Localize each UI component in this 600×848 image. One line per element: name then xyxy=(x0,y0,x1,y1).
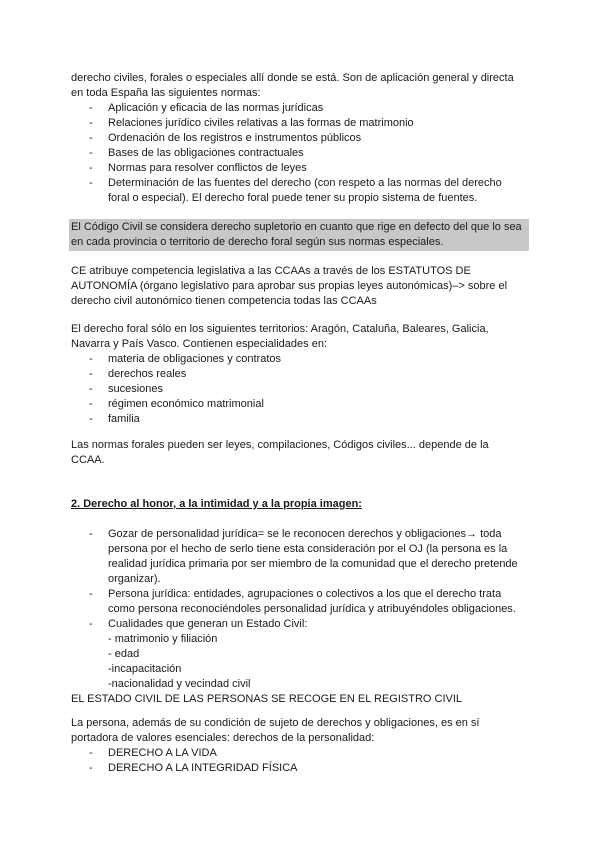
list-item: - sucesiones xyxy=(89,383,164,395)
list-item: - régimen económico matrimonial xyxy=(89,398,264,410)
persona-line-1: La persona, además de su condición de sujeto de derechos y obligaciones, es en sí xyxy=(71,717,480,729)
list-item: - materia de obligaciones y contratos xyxy=(89,353,282,365)
list-item: - Aplicación y eficacia de las normas jurídicas xyxy=(89,102,324,114)
normas-paragraph xyxy=(71,438,533,468)
ce-line-1: CE atribuye competencia legislativa a las CCAAs a través de los ESTATUTOS DE xyxy=(71,265,471,277)
list-item: - Ordenación de los registros e instrumentos públicos xyxy=(89,132,362,144)
highlighted-paragraph xyxy=(69,219,529,251)
foral-line-1: El derecho foral sólo en los siguientes territorios: Aragón, Cataluña, Baleares, Galicia, xyxy=(71,323,489,335)
list-item-continuation: como persona reconociéndoles personalidad jurídica y atribuyéndoles obligaciones. xyxy=(108,603,516,615)
derechos-list xyxy=(71,746,533,776)
sub-item: - matrimonio y filiación xyxy=(108,633,218,645)
ce-line-3: derecho civil autonómico tienen competencia todas las CCAAs xyxy=(71,295,377,307)
ce-paragraph xyxy=(71,264,533,309)
sub-item: - edad xyxy=(108,648,140,660)
list-item-continuation: organizar). xyxy=(108,573,161,585)
normas-line-2: CCAA. xyxy=(71,454,105,466)
foral-section xyxy=(71,322,533,427)
list-item-continuation: persona por el hecho de serlo tiene esta consideración por el OJ (la persona es la xyxy=(108,543,508,555)
sub-item: -nacionalidad y vecindad civil xyxy=(108,678,251,690)
list-item: - derechos reales xyxy=(89,368,187,380)
personality-list xyxy=(71,527,533,692)
intro-list xyxy=(71,101,533,206)
list-item: - DERECHO A LA INTEGRIDAD FÍSICA xyxy=(89,762,298,774)
list-item-continuation: realidad jurídica primaria por ser miembro de la comunidad que el derecho pretende xyxy=(108,558,518,570)
list-item-continuation: foral o especial). El derecho foral puede tener su propio sistema de fuentes. xyxy=(108,192,478,204)
list-item: - Cualidades que generan un Estado Civil: xyxy=(89,618,308,630)
estado-civil-line: EL ESTADO CIVIL DE LAS PERSONAS SE RECOGE EN EL REGISTRO CIVIL xyxy=(71,693,463,705)
list-item: - DERECHO A LA VIDA xyxy=(89,747,217,759)
section-2-body xyxy=(71,527,533,707)
section-2 xyxy=(71,497,533,512)
list-item: - Relaciones jurídico civiles relativas a las formas de matrimonio xyxy=(89,117,414,129)
list-item: - Determinación de las fuentes del derecho (con respeto a las normas del derecho xyxy=(89,177,502,189)
intro-line-1: derecho civiles, forales o especiales allí donde se está. Son de aplicación general y directa xyxy=(71,72,514,84)
list-item: - Bases de las obligaciones contractuales xyxy=(89,147,304,159)
foral-line-2: Navarra y País Vasco. Contienen especialidades en: xyxy=(71,338,327,350)
highlight-line-1: El Código Civil se considera derecho supletorio en cuanto que rige en defecto del que lo sea xyxy=(71,221,522,233)
list-item: - familia xyxy=(89,413,140,425)
list-item: - Gozar de personalidad jurídica= se le reconocen derechos y obligaciones→ toda xyxy=(89,528,502,540)
intro-section xyxy=(71,71,533,206)
sub-item: -incapacitación xyxy=(108,663,182,675)
section-heading: 2. Derecho al honor, a la intimidad y a la propia imagen: xyxy=(71,498,362,510)
persona-line-2: portadora de valores esenciales: derechos de la personalidad: xyxy=(71,732,375,744)
highlight-line-2: en cada provincia o territorio de derecho foral según sus normas especiales. xyxy=(71,236,444,248)
normas-line-1: Las normas forales pueden ser leyes, compilaciones, Códigos civiles... depende de la xyxy=(71,439,489,451)
foral-list xyxy=(71,352,533,427)
list-item: - Normas para resolver conflictos de leyes xyxy=(89,162,307,174)
ce-line-2: AUTONOMÍA (órgano legislativo para aprobar sus propias leyes autonómicas)–> sobre el xyxy=(71,280,508,292)
intro-line-2: en toda España las siguientes normas: xyxy=(71,87,261,99)
persona-paragraph xyxy=(71,716,533,776)
list-item: - Persona jurídica: entidades, agrupaciones o colectivos a los que el derecho trata xyxy=(89,588,502,600)
